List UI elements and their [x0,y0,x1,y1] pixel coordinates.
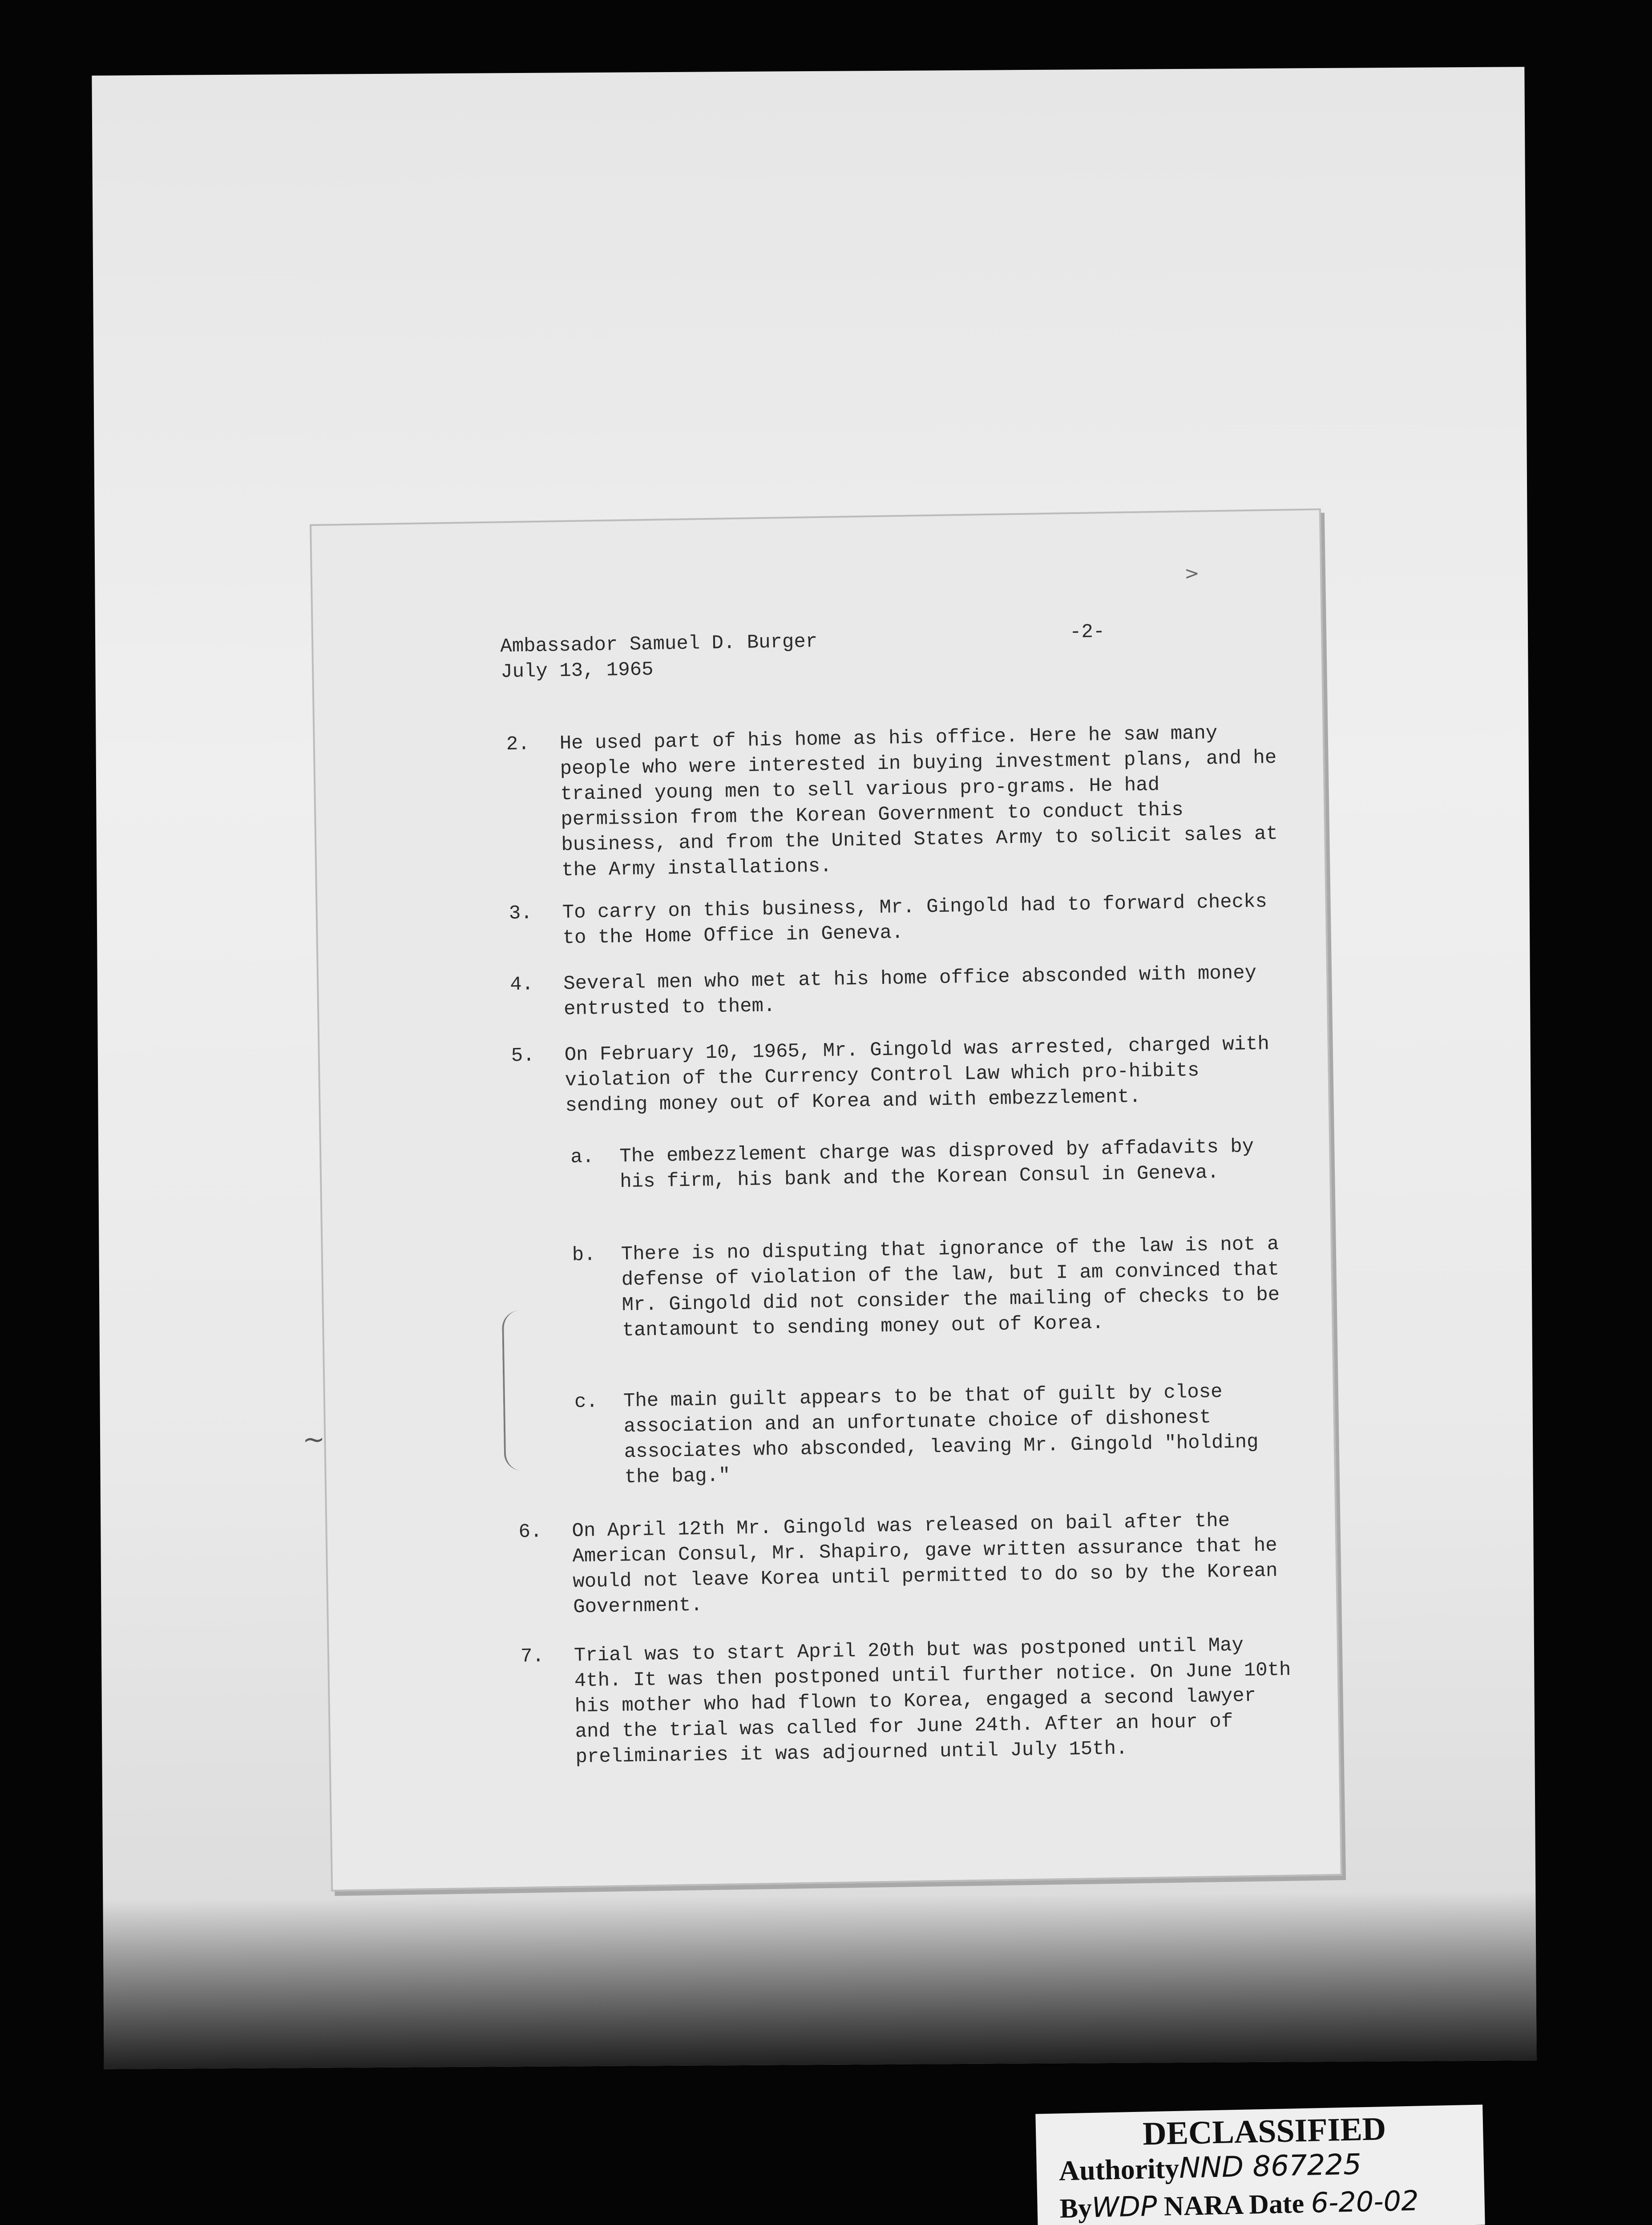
addressee-name: Ambassador Samuel D. Burger [500,631,818,658]
margin-bracket-mark [502,1310,533,1471]
item-text: On April 12th Mr. Gingold was released on bail after the American Consul, Mr. Shapiro, gave written assurance that he would not leave Korea until permitted to do so by the Korean Government. [572,1509,1278,1619]
sub-item-letter: c. [574,1391,598,1413]
list-item [518,1508,1294,1626]
letter-date: July 13, 1965 [500,658,654,684]
sub-item [574,1378,1306,1497]
list-item [509,889,1284,955]
letter-body [311,510,1341,1889]
item-number: 4. [509,973,534,996]
letter-page [310,508,1342,1891]
item-text: He used part of his home as his office. Here he saw many people who were interested in buying investment plans, and he trained young men to sell various pro-grams. He had permission from the Korean Government to conduct this business, and from the United States Army to solicit sales at the Army installations. [559,722,1278,882]
sub-item-letter: b. [572,1244,596,1266]
list-item [510,960,1285,1026]
list-item [521,1632,1297,1796]
list-item [511,1032,1286,1124]
stamp-title: DECLASSIFIED [1142,2111,1386,2152]
by-label: By [1059,2193,1092,2224]
stamp-authority-line [1058,2148,1361,2187]
item-number: 2. [506,733,530,756]
item-text: To carry on this business, Mr. Gingold had to forward checks to the Home Office in Geneva. [562,890,1268,950]
pencil-mark: > [1184,563,1200,584]
item-text: Trial was to start April 20th but was postponed until May 4th. It was then postponed until further notice. On June 10th his mother who had flown to Korea, engaged a second lawyer and the trial was called for June 24th. After an hour of preliminaries it was adjourned until July 15th. [574,1634,1291,1768]
item-text: Several men who met at his home office absconded with money entrusted to them. [563,962,1257,1021]
item-number: 7. [520,1645,545,1668]
sub-item-text: The embezzlement charge was disproved by affadavits by his firm, his bank and the Korean Consul in Geneva. [619,1135,1254,1193]
date-value: 6-20-02 [1310,2184,1419,2219]
item-number: 5. [511,1044,535,1068]
page-number: -2- [1069,621,1105,644]
item-text: On February 10, 1965, Mr. Gingold was arrested, charged with violation of the Currency Control Law which pro-hibits sending money out of Korea and with embezzlement. [564,1033,1270,1117]
authority-value: NND 867225 [1179,2148,1362,2185]
sub-item [570,1133,1301,1225]
sub-item-text: The main guilt appears to be that of guilt by close association and an unfortunate choice of dishonest associates who absconded, leaving Mr. Gingold "holding the bag." [623,1381,1259,1489]
item-number: 6. [518,1521,542,1543]
authority-label: Authority [1058,2152,1179,2187]
sub-item-text: There is no disputing that ignorance of the law is not a defense of violation of the law, but I am convinced that Mr. Gingold did not consider the mailing of checks to be tantamount to sending money out of Korea. [621,1233,1280,1342]
declassified-stamp [1035,2105,1485,2225]
edge-mark: ~ [303,1424,325,1455]
sub-item [572,1231,1303,1372]
nara-date-label: NARA Date [1163,2188,1305,2222]
item-number: 3. [509,902,533,925]
by-value: WDP [1091,2189,1158,2224]
stamp-date-line [1059,2185,1419,2225]
sub-item-letter: a. [570,1146,594,1169]
list-item [506,720,1282,883]
